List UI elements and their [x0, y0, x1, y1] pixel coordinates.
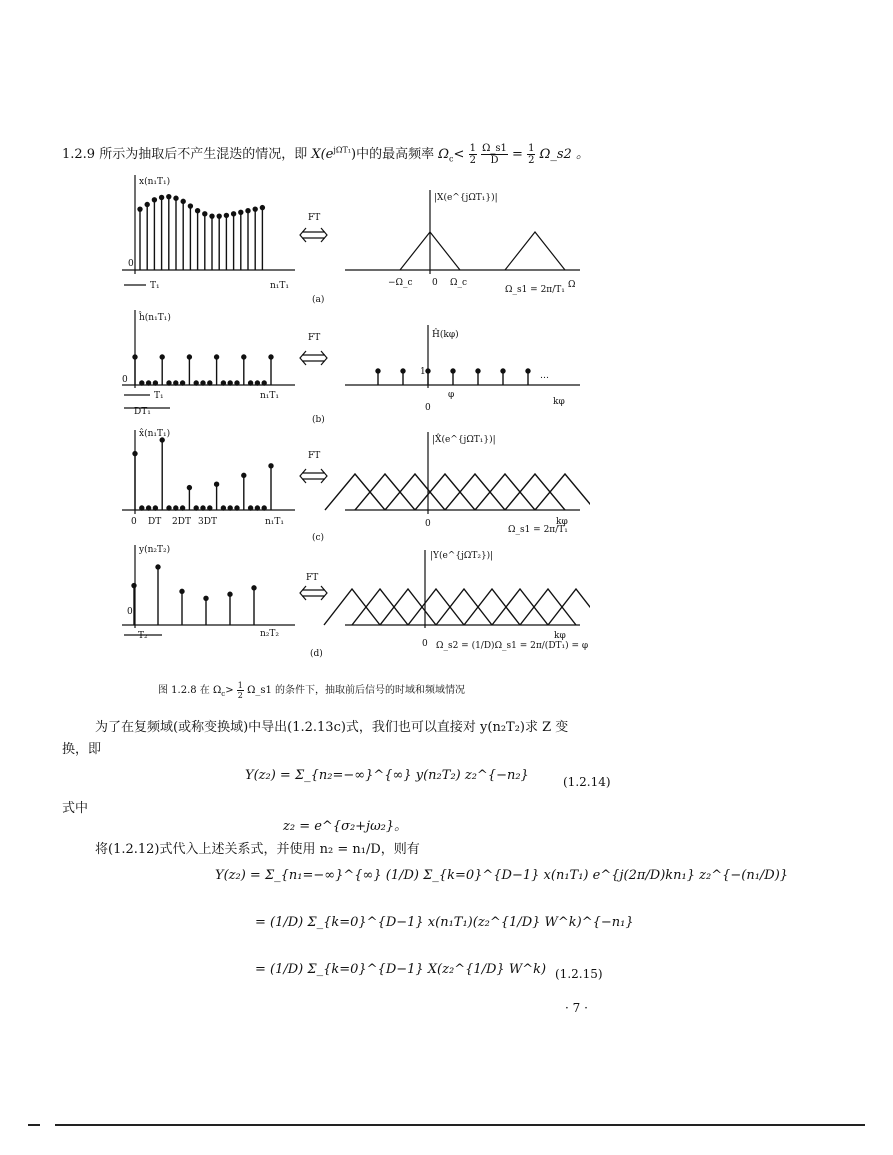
- label-a-tag: (a): [312, 295, 325, 305]
- stem-b-16-head: [242, 355, 246, 359]
- label-c-tag: (c): [312, 533, 325, 543]
- stem-c-5-head: [167, 506, 171, 510]
- spectrum-c-6: [505, 474, 565, 510]
- label-b-one: 1: [420, 367, 426, 377]
- label-c-axis: n₁T₁: [265, 517, 285, 527]
- stem-b-freq-0-head: [376, 369, 380, 373]
- label-c-t3: 3DT: [198, 517, 217, 527]
- stem-b-freq-2-head: [426, 369, 430, 373]
- para2: 将(1.2.12)式代入上述关系式，并使用 n₂ = n₁/D，则有: [95, 842, 420, 857]
- label-b-kphi: kφ: [553, 397, 565, 407]
- caption-prefix: 图 1.2.8 在 Ω: [158, 685, 222, 696]
- stem-b-0-head: [133, 355, 137, 359]
- spectrum-c-3: [415, 474, 475, 510]
- intro-line: 1.2.9 所示为抽取后不产生混迭的情况，即 $X(e^{j\Omega T_1})$中的最高频率 $\Omega_c<$ $\frac{1}{2}$ $\frac{\Omega\_s1}{D}$ = $\frac{1}{2}$ Ω_s2 。: [62, 143, 589, 166]
- spectrum-d-7: [520, 589, 576, 625]
- label-c-time: x̂(n₁T₁): [139, 429, 171, 439]
- spectrum-d-2: [380, 589, 436, 625]
- label-b-DT1: DT₁: [134, 407, 151, 417]
- equation-1-2-14: Y(z₂) = Σ_{n₂=−∞}^{∞} y(n₂T₂) z₂^{−n₂}: [245, 768, 529, 783]
- label-a-mc: −Ω_c: [388, 278, 413, 288]
- stem-a-6-head: [181, 199, 185, 203]
- label-d-os: Ω_s2 = (1/D)Ω_s1 = 2π/(DT₁) = φ: [436, 641, 589, 651]
- stem-b-14-head: [228, 381, 232, 385]
- label-b-dots: …: [540, 371, 549, 381]
- label-a-pc: Ω_c: [450, 278, 468, 288]
- para1-line2: 换，即: [62, 742, 102, 757]
- stem-b-5-head: [167, 381, 171, 385]
- para1-line1: 为了在复频域(或称变换域)中导出(1.2.13c)式，我们也可以直接对 y(n₂T₂)求 Z 变: [95, 720, 569, 735]
- spectrum-d-4: [436, 589, 492, 625]
- stem-c-17-head: [249, 506, 253, 510]
- shizhong: 式中: [62, 801, 89, 816]
- stem-a-10-head: [210, 214, 214, 218]
- label-d-f0: 0: [422, 639, 428, 649]
- stem-c-10-head: [201, 506, 205, 510]
- stem-b-3-head: [153, 381, 157, 385]
- spectrum-d-8: [548, 589, 590, 625]
- figure-caption: 图 1.2.8 在 $\Omega_c>$ $\frac{1}{2}$ Ω_s1 的条件下，抽取前后信号的时域和频域情况: [158, 681, 466, 700]
- label-d-freq: |Y(e^{jΩT₂})|: [430, 551, 494, 561]
- label-c-f0: 0: [425, 519, 431, 529]
- intro-lt: <: [453, 147, 465, 162]
- label-a-ft: FT: [308, 213, 321, 223]
- label-a-freq: |X(e^{jΩT₁})|: [434, 193, 498, 203]
- label-d-zero: 0: [127, 607, 133, 617]
- intro-half: $\frac{1}{2}$: [469, 143, 476, 166]
- stem-d-4-head: [228, 592, 232, 596]
- intro-omega: Ω: [438, 147, 450, 162]
- label-b-axis: n₁T₁: [260, 391, 280, 401]
- stem-b-9-head: [194, 381, 198, 385]
- label-c-t0: 0: [131, 517, 137, 527]
- spectrum-a-replica: [505, 232, 565, 270]
- label-a-os: Ω_s1 = 2π/T₁: [505, 285, 565, 295]
- label-a-axis: n₁T₁: [270, 281, 290, 291]
- stem-a-2-head: [152, 198, 156, 202]
- label-c-kphi: kφ: [556, 517, 568, 527]
- stem-c-20-head: [269, 464, 273, 468]
- label-a-f0: 0: [432, 278, 438, 288]
- ft-arrow-b: [300, 351, 327, 365]
- stem-b-13-head: [221, 381, 225, 385]
- stem-a-13-head: [232, 212, 236, 216]
- spectrum-d-6: [492, 589, 548, 625]
- stem-c-6-head: [174, 506, 178, 510]
- label-d-ft: FT: [306, 573, 319, 583]
- label-b-T1: T₁: [154, 391, 164, 401]
- label-c-freq: |X̂(e^{jΩT₁})|: [432, 435, 496, 445]
- stem-b-freq-1-head: [401, 369, 405, 373]
- stem-c-3-head: [153, 506, 157, 510]
- stem-a-8-head: [196, 209, 200, 213]
- stem-d-0-head: [132, 584, 136, 588]
- stem-b-freq-5-head: [501, 369, 505, 373]
- stem-b-7-head: [181, 381, 185, 385]
- intro-mid: )中的最高频率: [351, 147, 435, 162]
- stem-b-freq-6-head: [526, 369, 530, 373]
- stem-b-freq-3-head: [451, 369, 455, 373]
- label-b-zero: 0: [122, 375, 128, 385]
- label-b-ft: FT: [308, 333, 321, 343]
- stem-c-2-head: [147, 506, 151, 510]
- stem-d-5-head: [252, 586, 256, 590]
- caption-suffix: Ω_s1 的条件下，抽取前后信号的时域和频域情况: [247, 685, 466, 696]
- stem-c-16-head: [242, 473, 246, 477]
- stem-a-5-head: [174, 196, 178, 200]
- equation-1-2-15-line2: = (1/D) Σ_{k=0}^{D−1} x(n₁T₁)(z₂^{1/D} W^k)^{−n₁}: [255, 915, 634, 930]
- stem-b-8-head: [187, 355, 191, 359]
- label-d-kphi: kφ: [554, 631, 566, 641]
- ft-arrow-a: [300, 228, 327, 242]
- stem-a-17-head: [260, 206, 264, 210]
- stem-b-12-head: [215, 355, 219, 359]
- figure-1-2-8: [110, 170, 590, 670]
- stem-d-1-head: [156, 565, 160, 569]
- stem-a-3-head: [160, 195, 164, 199]
- ft-arrow-c: [300, 469, 327, 483]
- stem-c-8-head: [187, 486, 191, 490]
- stem-b-20-head: [269, 355, 273, 359]
- label-c-ft: FT: [308, 451, 321, 461]
- stem-b-19-head: [262, 381, 266, 385]
- spectrum-d-1: [352, 589, 408, 625]
- ft-arrow-d: [300, 586, 327, 600]
- stem-a-12-head: [224, 213, 228, 217]
- spectrum-c-7: [535, 474, 590, 510]
- intro-exp: jΩT₁: [333, 145, 352, 155]
- stem-c-18-head: [255, 506, 259, 510]
- stem-b-11-head: [208, 381, 212, 385]
- stem-c-0-head: [133, 452, 137, 456]
- stem-b-10-head: [201, 381, 205, 385]
- caption-half: $\frac{1}{2}$: [237, 681, 243, 700]
- stem-b-15-head: [235, 381, 239, 385]
- stem-a-14-head: [239, 210, 243, 214]
- equation-1-2-15-line3: = (1/D) Σ_{k=0}^{D−1} X(z₂^{1/D} W^k): [255, 962, 547, 977]
- stem-d-2-head: [180, 589, 184, 593]
- label-d-axis: n₂T₂: [260, 629, 280, 639]
- equation-1-2-15-line1: Y(z₂) = Σ_{n₁=−∞}^{∞} (1/D) Σ_{k=0}^{D−1} x(n₁T₁) e^{j(2π/D)kn₁} z₂^{−(n₁/D)}: [215, 868, 789, 883]
- label-c-t1: DT: [148, 517, 162, 527]
- intro-eq: =: [512, 147, 523, 162]
- stem-c-9-head: [194, 506, 198, 510]
- stem-b-18-head: [255, 381, 259, 385]
- spectrum-c-1: [355, 474, 415, 510]
- stem-b-2-head: [147, 381, 151, 385]
- bottom-rule: [55, 1124, 865, 1126]
- label-b-time: ĥ(n₁T₁): [139, 313, 171, 323]
- page-number: · 7 ·: [565, 1001, 588, 1015]
- label-a-zero: 0: [128, 259, 134, 269]
- stem-a-7-head: [188, 204, 192, 208]
- stem-a-1-head: [145, 202, 149, 206]
- stem-c-7-head: [181, 506, 185, 510]
- stem-c-15-head: [235, 506, 239, 510]
- z2-definition: z₂ = e^{σ₂+jω₂}。: [283, 819, 408, 834]
- label-c-t2: 2DT: [172, 517, 191, 527]
- stem-a-4-head: [167, 195, 171, 199]
- stem-c-19-head: [262, 506, 266, 510]
- stem-c-14-head: [228, 506, 232, 510]
- spectrum-d-0: [324, 589, 380, 625]
- label-d-time: y(n₂T₂): [139, 545, 171, 555]
- label-b-tag: (b): [312, 415, 325, 425]
- stem-b-1-head: [140, 381, 144, 385]
- label-a-omega: Ω: [568, 280, 576, 290]
- stem-b-freq-4-head: [476, 369, 480, 373]
- label-c-os: Ω_s1 = 2π/T₁: [508, 525, 568, 535]
- stem-c-11-head: [208, 506, 212, 510]
- stem-a-15-head: [246, 209, 250, 213]
- page-mark: [28, 1124, 40, 1126]
- equation-number-1-2-14: (1.2.14): [563, 775, 611, 789]
- label-b-freq: Ĥ(kφ): [432, 330, 459, 340]
- equation-number-1-2-15: (1.2.15): [555, 967, 603, 981]
- label-d-T2: T₂: [138, 631, 148, 641]
- spectrum-c-4: [445, 474, 505, 510]
- caption-gt: >: [225, 685, 234, 696]
- intro-prefix: 1.2.9 所示为抽取后不产生混迭的情况，即: [62, 147, 308, 162]
- stem-c-12-head: [215, 482, 219, 486]
- intro-half2: $\frac{1}{2}$: [528, 143, 535, 166]
- stem-a-16-head: [253, 207, 257, 211]
- stem-b-4-head: [160, 355, 164, 359]
- stem-a-0-head: [138, 207, 142, 211]
- spectrum-d-3: [408, 589, 464, 625]
- spectrum-c-2: [385, 474, 445, 510]
- spectrum-d-5: [464, 589, 520, 625]
- label-b-phi: φ: [448, 390, 455, 400]
- label-b-f0: 0: [425, 403, 431, 413]
- stem-a-9-head: [203, 212, 207, 216]
- intro-X: X(e: [311, 147, 334, 162]
- spectrum-c-0: [325, 474, 385, 510]
- label-a-T1: T₁: [150, 281, 160, 291]
- stem-b-17-head: [249, 381, 253, 385]
- stem-c-1-head: [140, 506, 144, 510]
- spectrum-c-5: [475, 474, 535, 510]
- label-d-tag: (d): [310, 649, 323, 659]
- stem-c-13-head: [221, 506, 225, 510]
- label-a-time: x(n₁T₁): [139, 177, 171, 187]
- stem-a-11-head: [217, 214, 221, 218]
- stem-d-3-head: [204, 596, 208, 600]
- intro-end: Ω_s2 。: [539, 147, 589, 162]
- stem-b-6-head: [174, 381, 178, 385]
- intro-ratio: $\frac{\Omega\_s1}{D}$: [482, 143, 507, 166]
